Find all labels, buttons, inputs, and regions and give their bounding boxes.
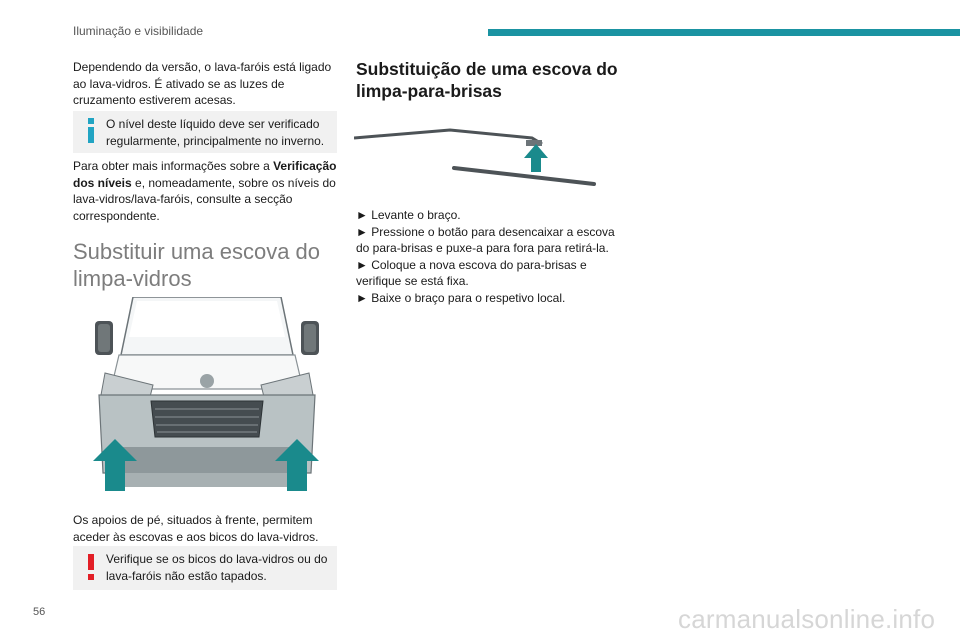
warning-note — [73, 546, 337, 590]
info-note — [73, 111, 337, 153]
page-number: 56 — [33, 606, 46, 618]
warning-icon — [88, 554, 94, 580]
footrest-paragraph: Os apoios de pé, situados à frente, permitem aceder às escovas e aos bicos do lava-vidros. — [73, 513, 319, 544]
step-item: ► Baixe o braço para o respetivo local. — [356, 290, 566, 305]
info-icon — [87, 118, 95, 144]
more-info-before: Para obter mais informações sobre a — [73, 159, 274, 173]
section-heading-wiper: Substituir uma escova do limpa-vidros — [73, 239, 321, 291]
header-accent-bar — [488, 29, 960, 36]
step-item: ► Coloque a nova escova do para-brisas e verifique se está fixa. — [356, 257, 587, 288]
step-item: ► Levante o braço. — [356, 208, 461, 222]
step-item: ► Pressione o botão para desencaixar a escova do para-brisas e puxe-a para fora para retirá-la. — [356, 224, 615, 255]
more-info-after: e, nomeadamente, sobre os níveis do lava-vidros/lava-faróis, consulte a secção correspondente. — [73, 175, 336, 223]
intro-paragraph: Dependendo da versão, o lava-faróis está ligado ao lava-vidros. É ativado se as luzes de cruzamento estiverem acesas. — [73, 60, 332, 107]
section-heading-windscreen-wiper: Substituição de uma escova do limpa-para-brisas — [356, 59, 618, 101]
up-arrow-icon — [524, 144, 548, 172]
warning-note-text: Verifique se os bicos do lava-vidros ou do lava-faróis não estão tapados. — [106, 552, 328, 583]
section-title: Iluminação e visibilidade — [73, 24, 204, 38]
more-info-bold: Verificação dos níveis — [73, 159, 337, 190]
wiper-illustration — [354, 124, 600, 190]
watermark: carmanualsonline.info — [678, 604, 936, 634]
more-info-paragraph — [73, 158, 341, 224]
steps-list — [356, 207, 628, 306]
van-front-illustration — [93, 297, 321, 493]
info-note-text: O nível deste líquido deve ser verificado regularmente, principalmente no inverno. — [106, 117, 325, 148]
